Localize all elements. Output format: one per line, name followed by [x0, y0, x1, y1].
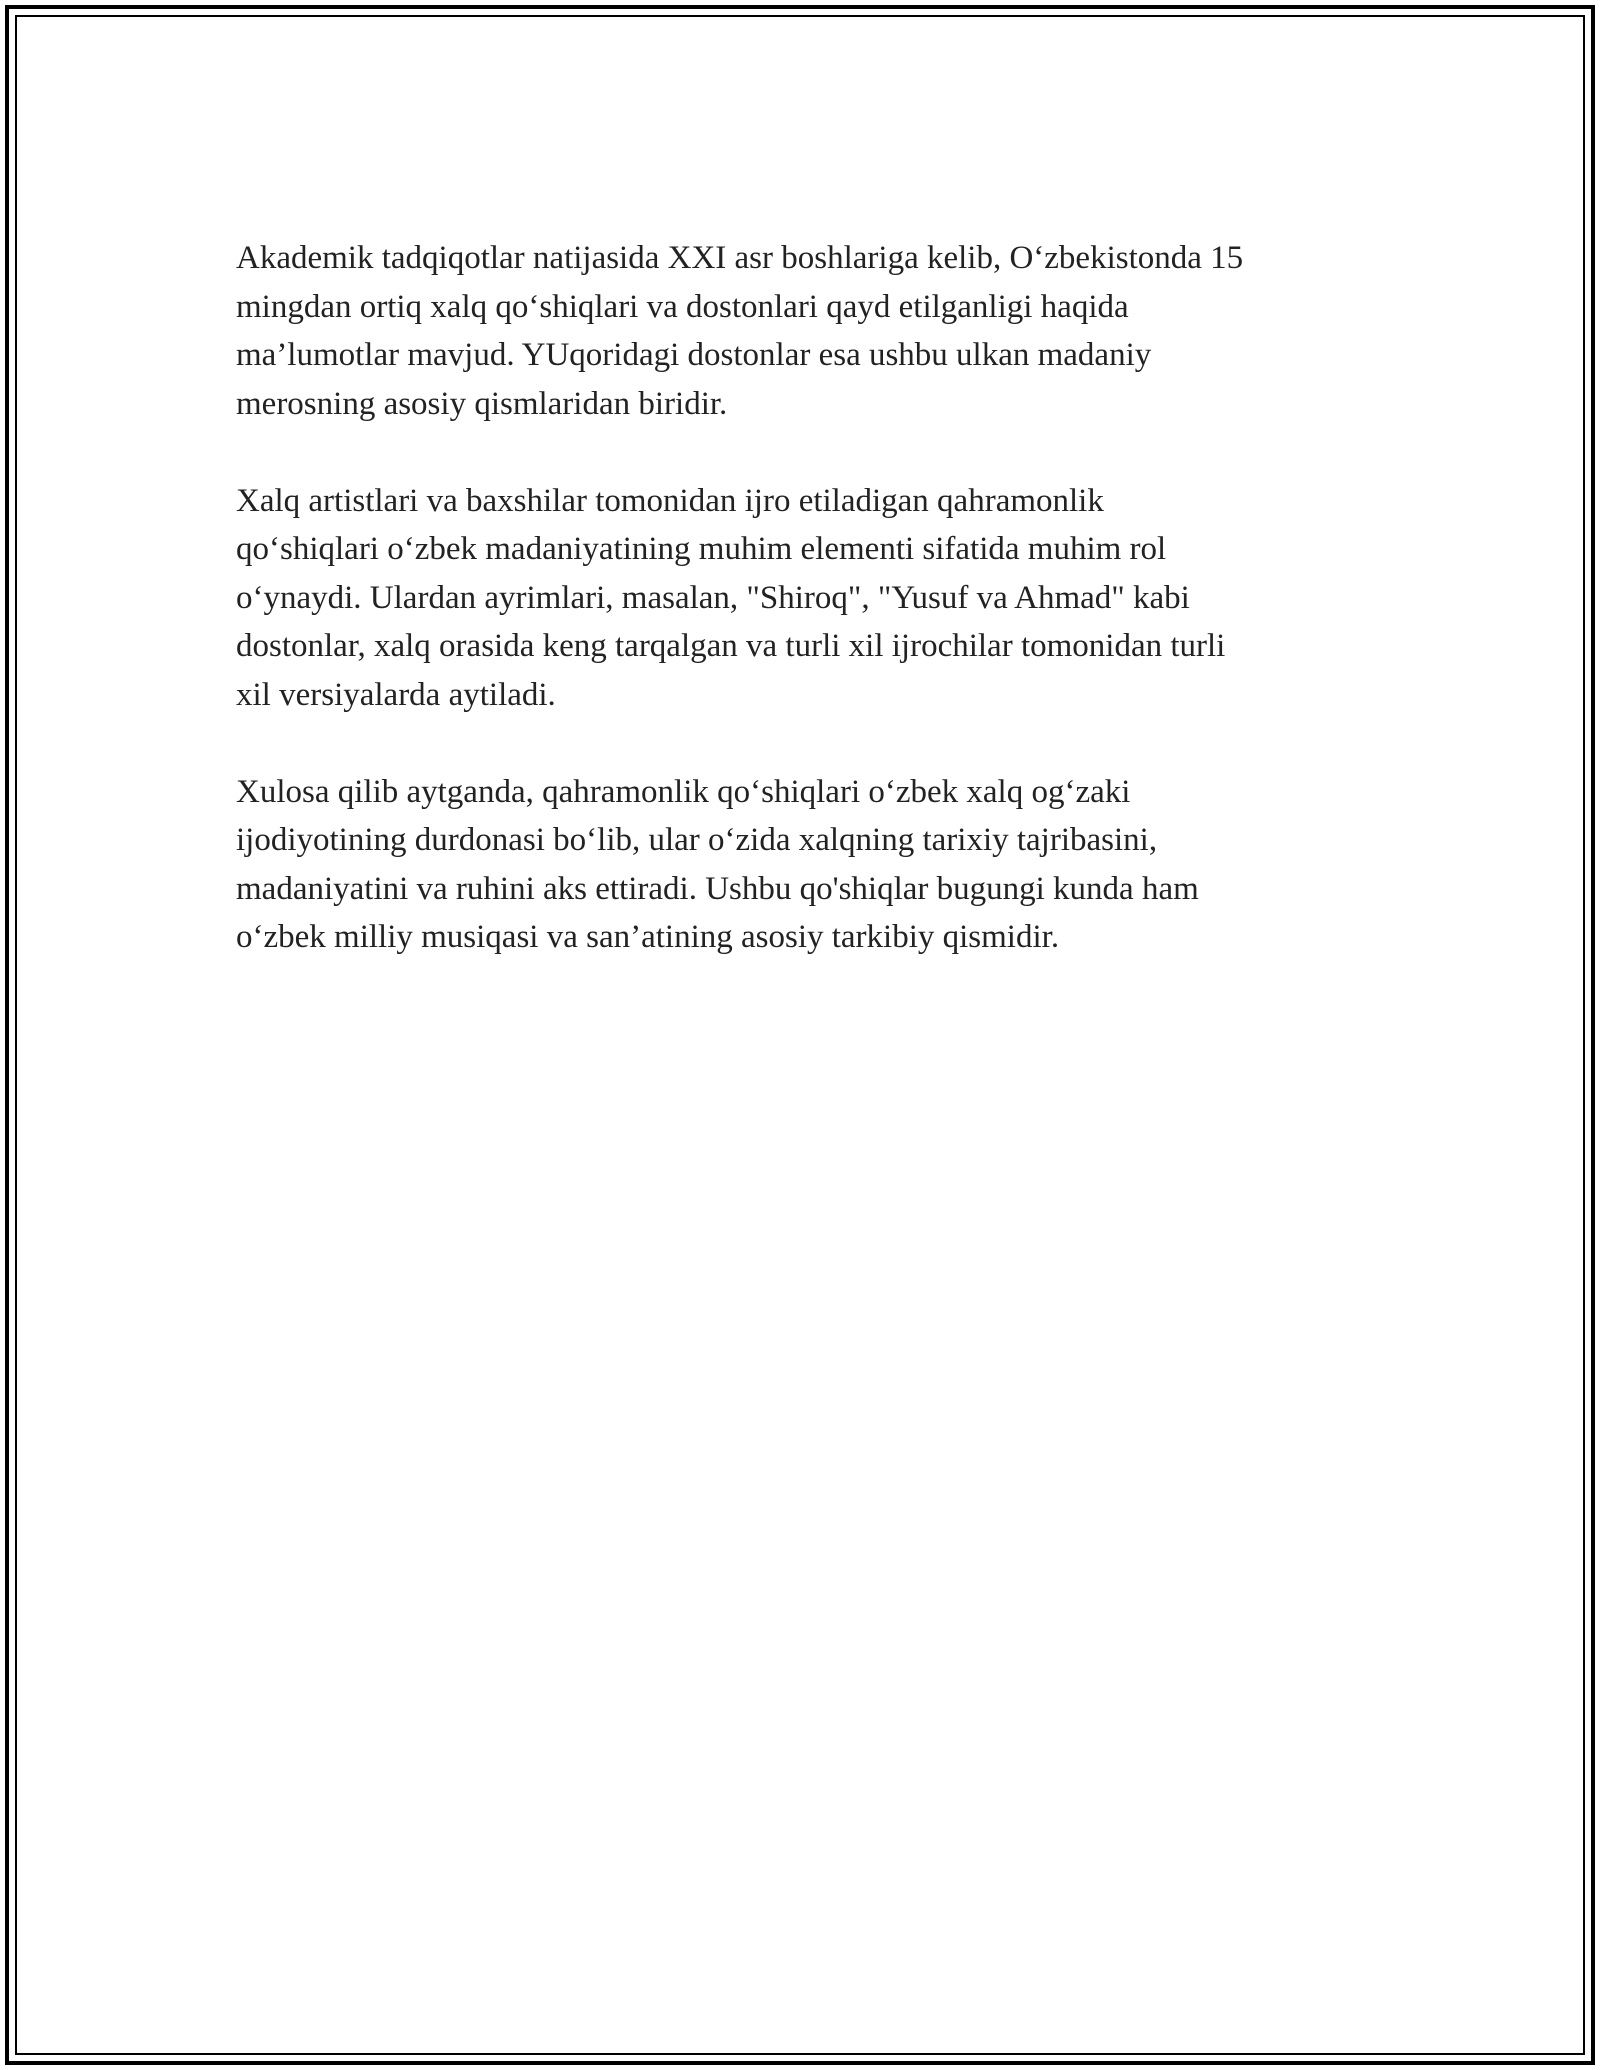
paragraph-3: Xulosa qilib aytganda, qahramonlik qo‘shiqlari o‘zbek xalq og‘zaki ijodiyotining durdonasi bo‘lib, ular o‘zida xalqning tarixiy tajribasini, madaniyatini va ruhini aks ettiradi. Ushbu qo'shiqlar bugungi kunda ham o‘zbek milliy musiqasi va san’atining asosiy tarkibiy qismidir.: [236, 773, 1199, 955]
document-body: [236, 234, 1366, 1010]
paragraph-1: Akademik tadqiqotlar natijasida XXI asr boshlariga kelib, O‘zbekistonda 15 mingdan ortiq xalq qo‘shiqlari va dostonlari qayd etilganligi haqida ma’lumotlar mavjud. YUqoridagi dostonlar esa ushbu ulkan madaniy merosning asosiy qismlaridan biridir.: [236, 240, 1244, 422]
paragraph-2: Xalq artistlari va baxshilar tomonidan ijro etiladigan qahramonlik qo‘shiqlari o‘zbek madaniyatining muhim elementi sifatida muhim rol o‘ynaydi. Ulardan ayrimlari, masalan, "Shiroq", "Yusuf va Ahmad" kabi dostonlar, xalq orasida keng tarqalgan va turli xil ijrochilar tomonidan turli xil versiyalarda aytiladi.: [236, 482, 1226, 713]
